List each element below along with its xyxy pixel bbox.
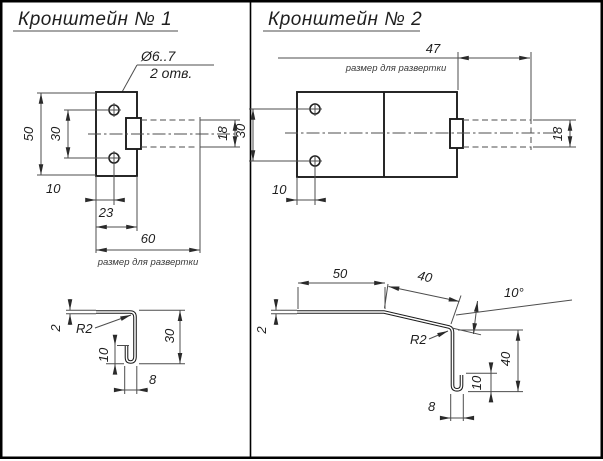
callout-diameter-label: Ø6..7 bbox=[141, 48, 176, 64]
dim-label-radius: R2 bbox=[76, 321, 93, 336]
dim-label-top-length: 50 bbox=[332, 266, 348, 281]
dim-label-slant-length: 40 bbox=[416, 267, 434, 286]
bracket2-title: Кронштейн № 2 bbox=[268, 9, 423, 30]
dim-label-hole-spacing: 30 bbox=[48, 126, 63, 142]
dim-label-flat-length: 47 bbox=[425, 41, 441, 56]
dim-label-hole-spacing: 30 bbox=[233, 123, 248, 139]
dim-label-flat-length: 60 bbox=[140, 231, 156, 246]
dim-label-hook-height: 10 bbox=[96, 347, 111, 363]
callout-holes-label: 2 отв. bbox=[150, 65, 193, 81]
dim-label-leg-height: 30 bbox=[162, 328, 177, 344]
dim-label-hole-offset: 10 bbox=[46, 181, 61, 196]
dim-label-hook-width: 8 bbox=[428, 399, 436, 414]
dim-label-tab-height: 18 bbox=[215, 126, 230, 141]
dim-label-angle: 10° bbox=[504, 285, 524, 300]
dim-label-height: 50 bbox=[21, 126, 36, 142]
dim-label-thickness: 2 bbox=[48, 324, 63, 332]
bracket1-title: Кронштейн № 1 bbox=[18, 9, 173, 30]
dim-label-hole-offset: 10 bbox=[272, 182, 287, 197]
dim-label-thickness: 2 bbox=[254, 326, 269, 334]
flat-pattern-note: размер для развертки bbox=[345, 63, 447, 74]
dim-label-hook-width: 8 bbox=[149, 372, 157, 387]
dim-label-hook-height: 10 bbox=[469, 375, 484, 391]
bracket2-plate bbox=[297, 92, 457, 177]
dim-label-width: 23 bbox=[98, 205, 114, 220]
dim-label-leg-height: 40 bbox=[498, 351, 513, 367]
flat-pattern-note: размер для развертки bbox=[97, 257, 199, 268]
dim-label-tab-height: 18 bbox=[550, 126, 565, 142]
dim-label-radius: R2 bbox=[410, 332, 427, 347]
sheet-border bbox=[1, 1, 602, 458]
